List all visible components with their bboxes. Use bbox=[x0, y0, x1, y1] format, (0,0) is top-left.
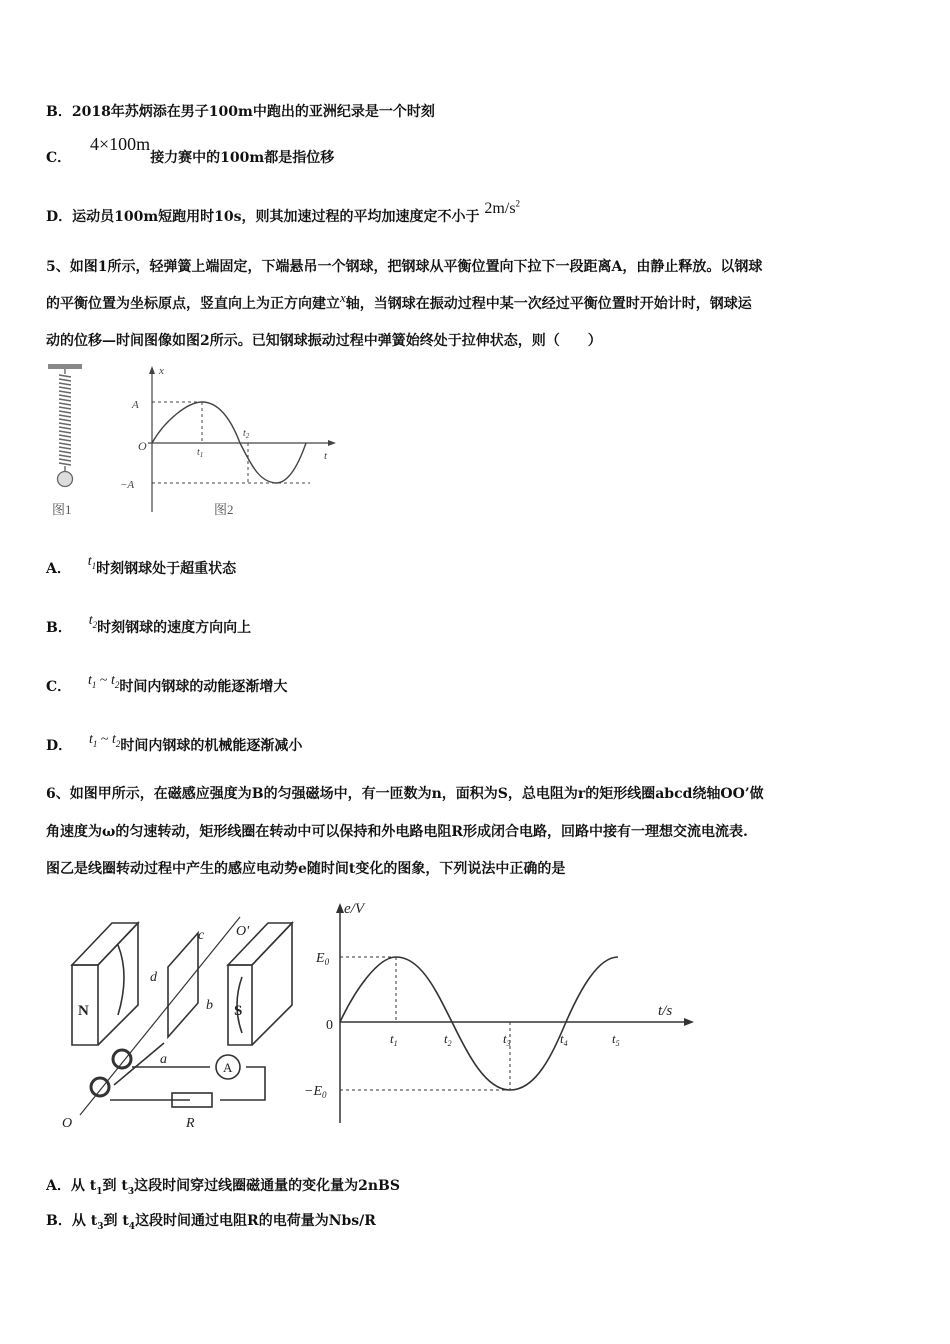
option-label: C． bbox=[46, 150, 72, 166]
q6-line2: 角速度为ω的匀速转动，矩形线圈在转动中可以保持和外电路电阻R形成闭合电路，回路中接有一理想交流电流表. bbox=[46, 824, 748, 840]
x-axis-label: x bbox=[159, 365, 164, 377]
coil-corner-a: a bbox=[160, 1052, 167, 1067]
time-interval: $t_1$ ~ $t_2$ bbox=[88, 673, 120, 690]
n-pole-label: N bbox=[78, 1003, 89, 1019]
option-text: 2018年苏炳添在男子100m中跑出的亚洲纪录是一个时刻 bbox=[71, 104, 435, 120]
q6-option-a: A．从 $t_1$到 $t_3$这段时间穿过线圈磁通量的变化量为2nBS bbox=[46, 1178, 400, 1197]
resistor-label: R bbox=[186, 1116, 195, 1131]
amplitude-label: A bbox=[132, 399, 139, 411]
axis-o: O bbox=[62, 1116, 73, 1131]
option-text: 时刻钢球处于超重状态 bbox=[96, 561, 237, 577]
acceleration-expression: $2m/s^2$ bbox=[484, 198, 521, 217]
option-d-prev bbox=[46, 198, 521, 226]
n-pole-curve bbox=[118, 945, 124, 1015]
option-text: 这段时间通过电阻R的电荷量为Nbs/R bbox=[135, 1213, 376, 1229]
option-label: D． bbox=[46, 209, 73, 225]
option-label: A． bbox=[46, 561, 71, 577]
t3-tick-label: $t_3$ bbox=[503, 1031, 511, 1048]
option-c-prev bbox=[46, 134, 335, 167]
q5-line2: 的平衡位置为坐标原点，竖直向上为正方向建立x轴，当钢球在振动过程中某一次经过平衡位置时开始计时，钢球运 bbox=[46, 290, 752, 312]
t2-tick-label: $t_2$ bbox=[444, 1031, 452, 1048]
axis-o-prime: O' bbox=[236, 924, 250, 939]
q5-option-a bbox=[46, 554, 237, 579]
neg-amplitude-label: −A bbox=[120, 479, 135, 491]
option-text: 时间内钢球的机械能逐渐减小 bbox=[120, 738, 303, 754]
e0-label: $E_0$ bbox=[316, 951, 330, 967]
steel-ball bbox=[58, 472, 73, 487]
rotation-axis bbox=[80, 917, 243, 1115]
time-interval: $t_1$ ~ $t_2$ bbox=[89, 732, 121, 749]
t-axis-arrow-icon bbox=[328, 440, 336, 446]
option-label: B． bbox=[46, 1213, 72, 1229]
t-axis-label: t bbox=[324, 450, 328, 462]
x-variable: x bbox=[340, 290, 346, 305]
q5-option-c bbox=[46, 673, 288, 697]
origin-label: O bbox=[138, 439, 147, 453]
figure-1-spring bbox=[40, 362, 100, 522]
zero-label: 0 bbox=[326, 1018, 333, 1033]
coil-loop bbox=[168, 933, 198, 1037]
s-magnet-side bbox=[252, 923, 292, 1045]
t1-tick-label: $t_1$ bbox=[390, 1031, 398, 1048]
q6-line3: 图乙是线圈转动过程中产生的感应电动势e随时间t变化的图象，下列说法中正确的是 bbox=[46, 861, 566, 877]
q5-option-b bbox=[46, 613, 252, 638]
spring-coils bbox=[59, 369, 71, 472]
option-label: A． bbox=[46, 1178, 71, 1194]
t5-tick-label: $t_5$ bbox=[612, 1031, 620, 1048]
q5-line1: 5、如图1所示，轻弹簧上端固定，下端悬吊一个钢球，把钢球从平衡位置向下拉下一段距离A，由静止释放。以钢球 bbox=[46, 259, 763, 275]
t-axis-label: t/s bbox=[658, 1003, 673, 1019]
option-text: 这段时间穿过线圈磁通量的变化量为2nBS bbox=[134, 1178, 400, 1194]
figure-2-caption: 图2 bbox=[214, 502, 234, 517]
t1-label: $t_1$ bbox=[197, 447, 204, 459]
option-text: 接力赛中的100m都是指位移 bbox=[150, 150, 335, 166]
s-pole-label: S bbox=[234, 1003, 243, 1019]
coil-corner-c: c bbox=[198, 928, 205, 943]
e-axis-label: e/V bbox=[344, 901, 364, 917]
option-label: B． bbox=[46, 620, 72, 636]
ammeter-label: A bbox=[223, 1060, 233, 1075]
option-b-prev bbox=[46, 101, 435, 121]
x-axis-arrow-icon bbox=[149, 366, 155, 374]
e-axis-arrow-icon bbox=[336, 903, 344, 913]
time-variable: $t_1$ bbox=[87, 554, 97, 571]
slip-ring-2 bbox=[91, 1078, 109, 1096]
option-text: 时刻钢球的速度方向向上 bbox=[97, 620, 252, 636]
q5-option-d bbox=[46, 732, 303, 756]
t2-label: $t_2$ bbox=[243, 428, 250, 440]
ceiling-mount bbox=[48, 364, 82, 369]
t-axis-arrow-icon bbox=[684, 1018, 694, 1026]
n-magnet-side bbox=[98, 923, 138, 1045]
time-variable: $t_2$ bbox=[88, 613, 98, 630]
emf-curve bbox=[340, 957, 618, 1090]
neg-e0-label: $-E_0$ bbox=[304, 1084, 327, 1100]
figure-generator bbox=[60, 905, 320, 1135]
figure-2-graph bbox=[110, 362, 340, 522]
option-text: 时间内钢球的动能逐渐增大 bbox=[119, 679, 288, 695]
option-label: C． bbox=[46, 679, 72, 695]
math-expression: 4×100m bbox=[90, 134, 151, 154]
coil-corner-b: b bbox=[206, 998, 213, 1013]
slip-ring-1 bbox=[113, 1050, 131, 1068]
q5-line3: 动的位移—时间图像如图2所示。已知钢球振动过程中弹簧始终处于拉伸状态，则（ ） bbox=[46, 333, 602, 349]
circuit-wire bbox=[110, 1067, 265, 1100]
t4-tick-label: $t_4$ bbox=[560, 1031, 568, 1048]
figure-1-caption: 图1 bbox=[52, 502, 72, 517]
q6-option-b: B．从 $t_3$到 $t_4$这段时间通过电阻R的电荷量为Nbs/R bbox=[46, 1213, 376, 1232]
coil-corner-d: d bbox=[150, 970, 157, 985]
q6-line1: 6、如图甲所示，在磁感应强度为B的匀强磁场中，有一匝数为n，面积为S，总电阻为r的矩形线圈abcd绕轴OO’做 bbox=[46, 786, 764, 802]
option-text: 运动员100m短跑用时10s，则其加速过程的平均加速度定不小于 bbox=[72, 209, 480, 225]
option-label: D． bbox=[46, 738, 73, 754]
option-label: B． bbox=[46, 104, 72, 120]
figure-emf-graph bbox=[300, 895, 700, 1135]
